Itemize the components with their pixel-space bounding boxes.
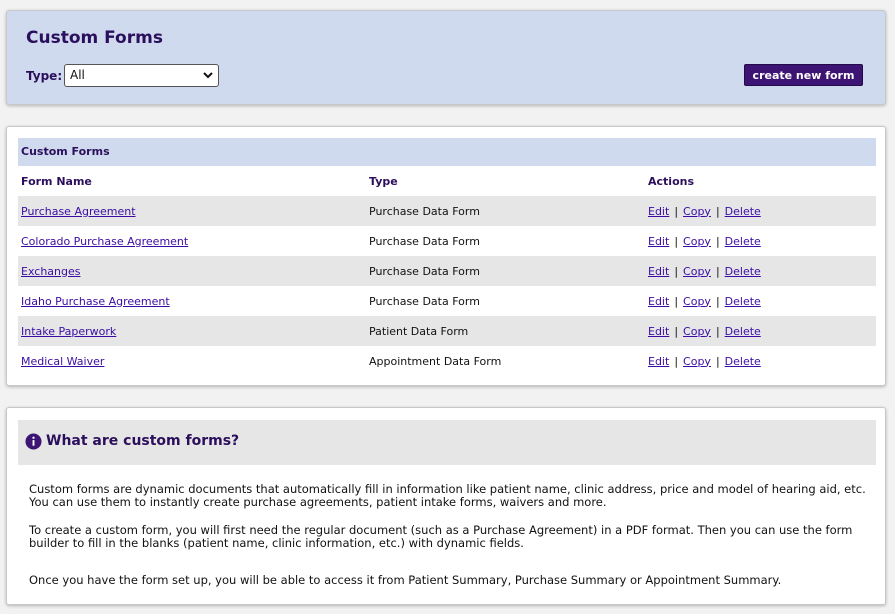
form-name-link[interactable]: Colorado Purchase Agreement (21, 234, 189, 248)
table-row (18, 346, 876, 376)
edit-link[interactable]: Edit (648, 324, 670, 338)
action-separator: | (674, 234, 679, 248)
table-row (18, 286, 876, 316)
forms-table-panel (6, 126, 886, 386)
action-separator: | (674, 354, 679, 368)
delete-link[interactable]: Delete (724, 354, 761, 368)
forms-table (18, 138, 876, 376)
form-type: Purchase Data Form (369, 234, 480, 248)
header-panel (6, 10, 886, 105)
action-separator: | (715, 294, 720, 308)
type-filter-select[interactable] (64, 64, 219, 87)
action-separator: | (715, 354, 720, 368)
action-separator: | (715, 264, 720, 278)
delete-link[interactable]: Delete (724, 324, 761, 338)
copy-link[interactable]: Copy (683, 354, 711, 368)
row-actions (645, 265, 876, 278)
edit-link[interactable]: Edit (648, 354, 670, 368)
action-separator: | (715, 234, 720, 248)
form-name-link[interactable]: Intake Paperwork (21, 324, 117, 338)
table-row (18, 316, 876, 346)
form-name-link[interactable]: Purchase Agreement (21, 204, 136, 218)
delete-link[interactable]: Delete (724, 294, 761, 308)
copy-link[interactable]: Copy (683, 234, 711, 248)
info-paragraph: To create a custom form, you will first need the regular document (such as a Purchase Agreement) in a PDF format. Then you can use the form builder to fill in the blanks (patient name, clinic information, etc.) with dynamic fields. (29, 523, 853, 550)
row-actions (645, 325, 876, 338)
table-row (18, 226, 876, 256)
form-type: Purchase Data Form (369, 264, 480, 278)
form-type: Appointment Data Form (369, 354, 502, 368)
copy-link[interactable]: Copy (683, 324, 711, 338)
type-filter-value: All (70, 68, 85, 82)
info-paragraph: Once you have the form set up, you will be able to access it from Patient Summary, Purchase Summary or Appointment Summary. (29, 573, 782, 587)
action-separator: | (674, 324, 679, 338)
create-new-form-button[interactable]: create new form (744, 64, 863, 86)
delete-link[interactable]: Delete (724, 204, 761, 218)
column-header-form-name: Form Name (21, 174, 92, 188)
action-separator: | (674, 294, 679, 308)
delete-link[interactable]: Delete (724, 264, 761, 278)
table-row (18, 256, 876, 286)
action-separator: | (674, 204, 679, 218)
delete-link[interactable]: Delete (724, 234, 761, 248)
type-label: Type: (26, 69, 63, 83)
edit-link[interactable]: Edit (648, 204, 670, 218)
form-type: Purchase Data Form (369, 204, 480, 218)
form-name-link[interactable]: Medical Waiver (21, 354, 105, 368)
action-separator: | (715, 204, 720, 218)
form-type: Patient Data Form (369, 324, 469, 338)
info-panel (6, 407, 886, 605)
page-title: Custom Forms (26, 28, 163, 48)
table-header-row (18, 166, 876, 196)
column-header-actions: Actions (648, 174, 694, 188)
info-icon (25, 433, 42, 450)
chevron-down-icon (202, 69, 214, 81)
info-paragraph: Custom forms are dynamic documents that automatically fill in information like patient name, clinic address, price and model of hearing aid, etc. You can use them to instantly create purchase agreements, patient intake forms, waivers and more. (29, 482, 866, 509)
copy-link[interactable]: Copy (683, 204, 711, 218)
edit-link[interactable]: Edit (648, 264, 670, 278)
action-separator: | (674, 264, 679, 278)
form-type: Purchase Data Form (369, 294, 480, 308)
edit-link[interactable]: Edit (648, 294, 670, 308)
column-header-type: Type (369, 174, 398, 188)
table-row (18, 196, 876, 226)
action-separator: | (715, 324, 720, 338)
form-name-link[interactable]: Exchanges (21, 264, 81, 278)
copy-link[interactable]: Copy (683, 264, 711, 278)
info-header (18, 420, 876, 465)
row-actions (645, 295, 876, 308)
row-actions (645, 235, 876, 248)
form-name-link[interactable]: Idaho Purchase Agreement (21, 294, 170, 308)
row-actions (645, 355, 876, 368)
table-title: Custom Forms (18, 138, 876, 166)
copy-link[interactable]: Copy (683, 294, 711, 308)
info-title: What are custom forms? (46, 433, 240, 449)
row-actions (645, 205, 876, 218)
edit-link[interactable]: Edit (648, 234, 670, 248)
